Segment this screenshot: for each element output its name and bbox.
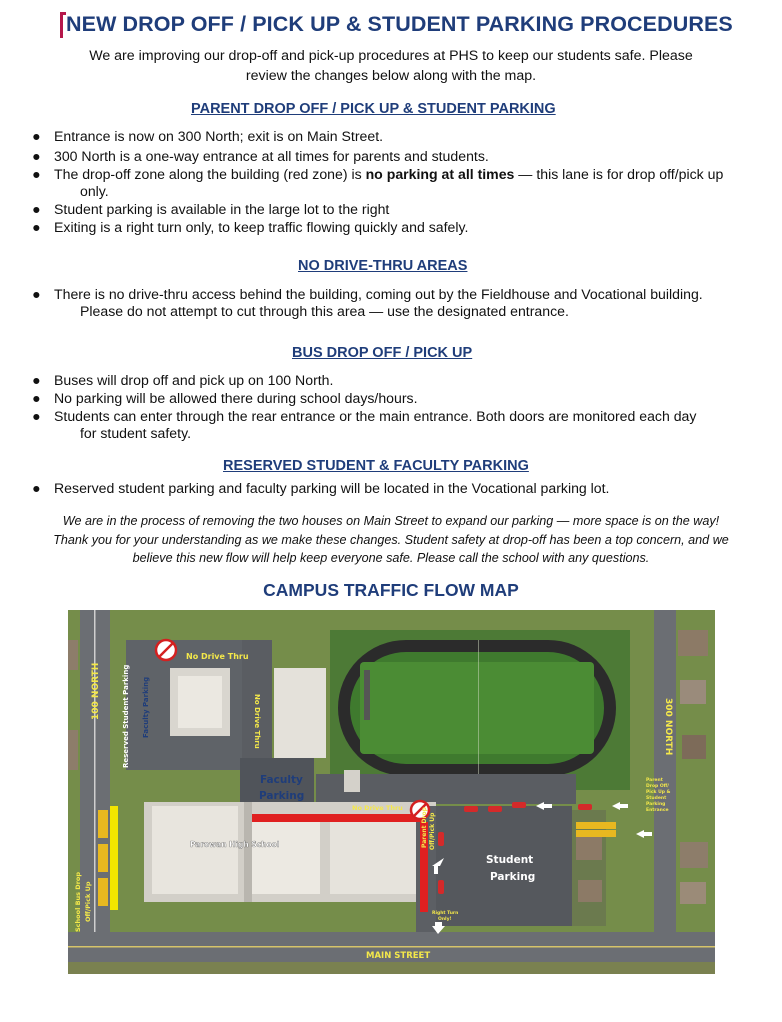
closing-note — [20, 512, 762, 568]
school-bus — [98, 810, 108, 838]
label-no-drive-thru-vertical: No Drive Thru — [253, 694, 261, 749]
car — [438, 832, 444, 846]
list-item: ● Buses will drop off and pick up on 100 North. — [32, 372, 334, 388]
house — [68, 730, 78, 770]
note-line-2: Thank you for your understanding as we make these changes. Student safety at drop-off has been a top concern, and we — [53, 532, 729, 547]
svg-text:Student: Student — [646, 796, 667, 801]
school-wing-east — [330, 816, 422, 894]
house — [68, 640, 78, 670]
list-item-dropoff: ● The drop-off zone along the building (red zone) is no parking at all times — this lane is for drop off/pick up only. — [32, 166, 724, 199]
note-line-3: believe this new flow will help keep everyone safe. Please call the school with any questions. — [132, 551, 650, 565]
map-heading: CAMPUS TRAFFIC FLOW MAP — [263, 580, 519, 600]
section-heading-reserved: RESERVED STUDENT & FACULTY PARKING — [223, 458, 529, 474]
label-no-drive-thru-bottom: No Drive Thru — [352, 804, 403, 812]
house — [680, 882, 706, 904]
list-item: ● Students can enter through the rear entrance or the main entrance. Both doors are monitored each day for student safety. — [32, 408, 697, 441]
car — [512, 802, 526, 808]
field-turf — [360, 662, 594, 754]
vocational-building-roof — [178, 676, 222, 728]
label-parent-drop: Parent Drop — [421, 807, 428, 848]
list-item: ● Reserved student parking and faculty parking will be located in the Vocational parking lot. — [32, 480, 610, 496]
label-only: Only! — [438, 917, 452, 922]
label-school-bus-drop: School Bus Drop — [74, 871, 82, 932]
house — [678, 630, 708, 656]
house — [680, 842, 708, 868]
list-item: ● Entrance is now on 300 North; exit is on Main Street. — [32, 128, 384, 144]
intro-paragraph — [60, 46, 722, 86]
school-bus — [576, 822, 616, 829]
list-item: ● Student parking is available in the large lot to the right — [32, 201, 390, 217]
school-connector — [244, 802, 252, 902]
school-bus — [98, 878, 108, 906]
school-wing-west — [152, 806, 238, 894]
bus-zone — [110, 806, 118, 910]
car — [578, 804, 592, 810]
no-parking-emphasis: no parking at all times — [365, 166, 515, 182]
label-faculty-parking-vertical: Faculty Parking — [142, 676, 150, 738]
label-300-north: 300 NORTH — [663, 698, 673, 756]
school-bus — [98, 844, 108, 872]
no-parking-zone-rear — [252, 814, 424, 822]
list-item: ● Exiting is a right turn only, to keep traffic flowing quickly and safely. — [32, 219, 469, 235]
bleacher — [364, 670, 370, 720]
page-title: NEW DROP OFF / PICK UP & STUDENT PARKING PROCEDURES — [66, 12, 733, 36]
label-off-pick-up-bus: Off/Pick Up — [84, 881, 92, 922]
list-item: ● No parking will be allowed there during school days/hours. — [32, 390, 418, 406]
svg-text:Parent: Parent — [646, 778, 663, 783]
fieldhouse-building — [274, 668, 326, 758]
section-heading-parent: PARENT DROP OFF / PICK UP & STUDENT PARKING — [191, 101, 556, 117]
school-bus — [576, 830, 616, 837]
label-off-pick-up: Off/Pick Up — [429, 812, 436, 850]
student-parking-lot — [436, 806, 572, 926]
label-faculty-line-1: Faculty — [260, 774, 303, 786]
svg-text:Drop Off/: Drop Off/ — [646, 784, 669, 789]
car — [464, 806, 478, 812]
section-heading-nodrive: NO DRIVE-THRU AREAS — [298, 258, 468, 274]
bus-list — [32, 372, 762, 443]
nodrive-list — [32, 286, 762, 321]
label-school-name: Parowan High School — [190, 840, 280, 849]
campus-traffic-map — [68, 610, 715, 974]
school-wing-center — [250, 822, 320, 894]
text-cursor-mark — [60, 12, 63, 38]
intro-line-2: review the changes below along with the map. — [245, 68, 537, 84]
label-right-turn: Right Turn — [432, 911, 459, 916]
label-100-north: 100 NORTH — [91, 662, 101, 720]
svg-text:Pick Up &: Pick Up & — [646, 790, 671, 795]
section-heading-bus: BUS DROP OFF / PICK UP — [292, 345, 473, 361]
car — [438, 880, 444, 894]
car — [488, 806, 502, 812]
label-student-parking-line-2: Parking — [490, 871, 536, 883]
intro-line-1: We are improving our drop-off and pick-up procedures at PHS to keep our students safe. Please — [89, 48, 693, 64]
house — [578, 880, 602, 902]
shed — [344, 770, 360, 792]
label-reserved-student-parking: Reserved Student Parking — [122, 664, 130, 768]
list-item: ● There is no drive-thru access behind the building, coming out by the Fieldhouse and Vocational building. Please do not attempt to cut through this area — use the designated entrance. — [32, 286, 703, 319]
house — [576, 836, 602, 860]
parent-list — [32, 128, 762, 237]
list-item: ● 300 North is a one-way entrance at all times for parents and students. — [32, 148, 489, 164]
house — [682, 735, 706, 759]
field-midline — [478, 640, 479, 776]
svg-text:Entrance: Entrance — [646, 808, 669, 813]
main-street-centerline — [68, 946, 715, 948]
label-main-street: MAIN STREET — [366, 951, 431, 961]
house — [680, 680, 706, 704]
label-faculty-line-2: Parking — [259, 790, 305, 802]
label-no-drive-thru-top: No Drive Thru — [186, 652, 249, 661]
note-line-1: We are in the process of removing the two houses on Main Street to expand our parking — more space is on the way! — [62, 514, 720, 528]
reserved-list — [32, 480, 762, 498]
svg-text:Parking: Parking — [646, 802, 666, 807]
label-student-parking-line-1: Student — [486, 854, 534, 866]
no-drive-thru-sign-top — [156, 640, 176, 660]
south-verge — [68, 962, 715, 974]
